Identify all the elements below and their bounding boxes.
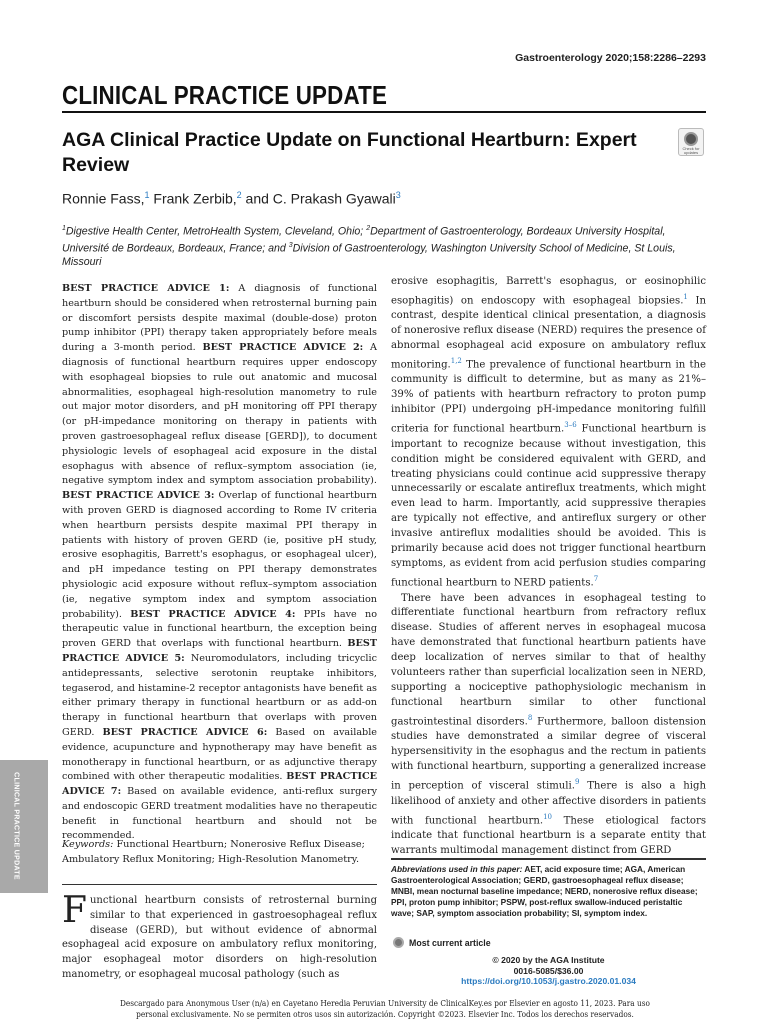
author-name: Frank Zerbib, <box>149 190 237 207</box>
copyright-block <box>391 955 706 987</box>
most-current-article[interactable] <box>393 937 491 948</box>
author-name: Ronnie Fass, <box>62 190 145 207</box>
journal-reference: Gastroenterology 2020;158:2286–2293 <box>515 52 706 64</box>
copyright-line: © 2020 by the AGA Institute <box>492 955 605 965</box>
introduction-paragraph <box>62 890 377 983</box>
body-text: erosive esophagitis, Barrett's esophagus, or eosinophilic esophagitis) on endoscopy with esophageal biopsies. <box>391 276 706 307</box>
citation-link[interactable]: 8 <box>527 714 533 723</box>
crossmark-icon <box>393 937 404 948</box>
author-name: and C. Prakash Gyawali <box>241 190 396 207</box>
issn-price: 0016-5085/$36.00 <box>513 965 584 976</box>
crossmark-icon <box>684 132 698 146</box>
citation-link[interactable]: 1,2 <box>450 357 462 366</box>
advice-heading: BEST PRACTICE ADVICE 3: <box>62 490 215 502</box>
advice-heading: BEST PRACTICE ADVICE 6: <box>102 726 268 738</box>
doi-link[interactable]: https://doi.org/10.1053/j.gastro.2020.01.034 <box>461 976 636 987</box>
abstract <box>62 282 377 844</box>
drop-cap: F <box>62 890 87 931</box>
advice-heading: BEST PRACTICE ADVICE 5: <box>62 638 377 664</box>
advice-text: A diagnosis of functional heartburn should be considered when retrosternal burning pain or discomfort persists despite maximal (double-dose) proton pump inhibitor (PPI) therapy taken appropriately before meals during a 3-month period. <box>62 283 377 354</box>
intro-text: unctional heartburn consists of retrosternal burning similar to that experienced in gastroesophageal reflux disease (GERD), but without evidence of abnormal esophageal acid exposure on ambulatory reflux monitoring, major esophageal motor disorders on high-resolution manometry, or esophageal mucosal pathology (such as <box>62 895 377 980</box>
author-affiliation-marker[interactable]: 1 <box>144 190 150 200</box>
affiliations <box>62 222 706 270</box>
affiliation-marker: 3 <box>288 241 293 249</box>
body-text: Furthermore, balloon distension studies have demonstrated a similar degree of visceral hypersensitivity in the esophagus and the rectum in patients with functional heartburn, supporting a generalized increase in perception of visceral stimuli. <box>391 716 706 792</box>
advice-text: Based on available evidence, acupuncture and hypnotherapy may have benefit as monotherapy in functional heartburn, or as adjunctive therapy combined with other therapeutic modalities. <box>62 726 377 783</box>
keywords-text: Functional Heartburn; Nonerosive Reflux Disease; Ambulatory Reflux Monitoring; High-Resolution Manometry. <box>62 839 365 865</box>
body-text: In contrast, despite identical clinical presentation, a diagnosis of nonerosive reflux disease (NERD) requires the presence of abnormal esophageal acid exposure on ambulatory reflux monitoring. <box>391 295 707 371</box>
section-title: CLINICAL PRACTICE UPDATE <box>62 80 388 110</box>
advice-text: PPIs have no therapeutic value in functional heartburn, the exception being proven GERD that overlaps with functional heartburn. <box>62 608 377 650</box>
abbreviations-divider <box>391 858 706 860</box>
abbreviations-label: Abbreviations used in this paper: <box>391 864 523 874</box>
header-rule <box>62 111 706 113</box>
citation-link[interactable]: 10 <box>543 812 552 821</box>
body-text: There is also a high likelihood of anxiety and other affective disorders in patients with functional heartburn. <box>391 780 706 826</box>
intro-divider <box>62 884 377 885</box>
check-for-updates-badge[interactable] <box>678 128 704 156</box>
advice-text: Overlap of functional heartburn with proven GERD is diagnosed according to Rome IV criteria when heartburn persists despite maximal PPI therapy in patients with history of proven GERD (ie, positive pH study, erosive esophagitis, Barrett's esophagus, or esophageal ulcer), and pH impedance testing on PPI therapy demonstrates physiologic acid exposure without reflux–symptom association (ie, negative symptom index and symptom association probability). <box>62 490 377 620</box>
body-text: These etiological factors indicate that functional heartburn is a separate entity that warrants multimodal management distinct from GERD <box>391 814 707 856</box>
advice-text: Neuromodulators, including tricyclic antidepressants, selective serotonin reuptake inhibitors, tegaserod, and histamine-2 receptor antagonists have benefit as either primary therapy in functional heartburn or as add-on therapy in functional heartburn that overlaps with proven GERD. <box>62 652 377 738</box>
article-title: AGA Clinical Practice Update on Functional Heartburn: Expert Review <box>62 129 637 176</box>
author-list <box>62 190 401 207</box>
advice-heading: BEST PRACTICE ADVICE 2: <box>202 342 364 354</box>
side-tab-label: CLINICAL PRACTICE UPDATE <box>12 772 20 880</box>
author-affiliation-marker[interactable]: 3 <box>395 190 401 200</box>
crossmark-label: Check for updates <box>682 146 700 155</box>
body-text: The prevalence of functional heartburn in the community is difficult to determine, but as many as 21%–39% of patients with heartburn refractory to proton pump inhibitor (PPI) undergoing pH-impedance monitoring fulfill criteria for functional heartburn. <box>391 359 706 435</box>
keywords <box>62 838 377 868</box>
abbreviations <box>391 864 706 919</box>
affiliation-marker: 2 <box>366 225 371 232</box>
abbreviations-text: AET, acid exposure time; AGA, American Gastroenterological Association; GERD, gastroesophageal reflux disease; MNBI, mean nocturnal baseline impedance; NERD, nonerosive reflux disease; PPI, proton pump inhibitor; PSPW, post-reflux swallow-induced peristaltic wave; SAP, symptom association probability; SI, symptom index. <box>391 864 698 918</box>
download-notice <box>114 998 657 1020</box>
citation-link[interactable]: 3–6 <box>564 421 577 430</box>
body-text: There have been advances in esophageal testing to differentiate functional heartburn from refractory reflux disease. Studies of afferent nerves in esophageal mucosa have demonstrated that functional heartburn patients have deep localization of nerves similar to that of healthy volunteers rather than superficial localization seen in NERD, supporting a nociceptive pathophysiologic mechanism in functional heartburn similar to other functional gastrointestinal disorders. <box>391 592 706 728</box>
affiliation-text: Division of Gastroenterology, Washington University School of Medicine, St Louis, Missouri <box>62 242 676 269</box>
affiliation-text: Digestive Health Center, MetroHealth System, Cleveland, Ohio; <box>65 225 367 238</box>
download-notice-line: Descargado para Anonymous User (n/a) en Cayetano Heredia Peruvian University de ClinicalKey.es por Elsevier en agosto 11, 2023. Para uso <box>119 999 650 1008</box>
advice-heading: BEST PRACTICE ADVICE 1: <box>62 283 230 294</box>
body-text: Functional heartburn is important to recognize because without investigation, this condition might be considered equivalent with GERD, and treating physicians could continue acid suppressive therapy unnecessarily or escalate antireflux treatments, which might even lead to harm. Importantly, acid suppressive therapies are typically not effective, and antireflux surgery or other invasive antireflux modalities should be avoided. This is primarily because acid does not trigger functional heartburn symptoms, as evident from acid perfusion studies comparing functional heartburn to NERD patients. <box>391 423 706 589</box>
citation-link[interactable]: 1 <box>683 292 688 301</box>
body-right-column <box>391 275 706 859</box>
most-current-label: Most current article <box>409 937 491 948</box>
author-affiliation-marker[interactable]: 2 <box>236 190 242 200</box>
advice-heading: BEST PRACTICE ADVICE 7: <box>62 771 378 798</box>
download-notice-line: personal exclusivamente. No se permiten otros usos sin autorización. Copyright ©2023. Elsevier Inc. Todos los derechos reservados. <box>136 1010 634 1019</box>
affiliation-text: Department of Gastroenterology, Bordeaux University Hospital, Université de Bordeaux, Bordeaux, France; and <box>62 225 666 255</box>
body-paragraph <box>391 275 706 592</box>
advice-text: Based on available evidence, anti-reflux surgery and endoscopic GERD treatment modalities have no therapeutic benefit in functional heartburn and should not be recommended. <box>62 786 378 842</box>
advice-text: A diagnosis of functional heartburn requires upper endoscopy with esophageal biopsies to rule out anatomic and mucosal abnormalities, esophageal high-resolution manometry to rule out major motor disorders, and pH monitoring off PPI therapy (or pH-impedance monitoring on therapy in patients with proven gastroesophageal reflux disease [GERD]), to document physiologic levels of esophageal acid exposure in the distal esophagus with absence of reflux–symptom association (ie, negative symptom index and symptom association probability). <box>62 342 377 487</box>
advice-heading: BEST PRACTICE ADVICE 4: <box>130 608 296 620</box>
body-paragraph <box>391 592 706 859</box>
keywords-label: Keywords: <box>62 839 114 850</box>
affiliation-marker: 1 <box>62 225 66 232</box>
citation-link[interactable]: 7 <box>593 575 599 584</box>
citation-link[interactable]: 9 <box>574 778 580 787</box>
section-side-tab <box>0 760 48 893</box>
